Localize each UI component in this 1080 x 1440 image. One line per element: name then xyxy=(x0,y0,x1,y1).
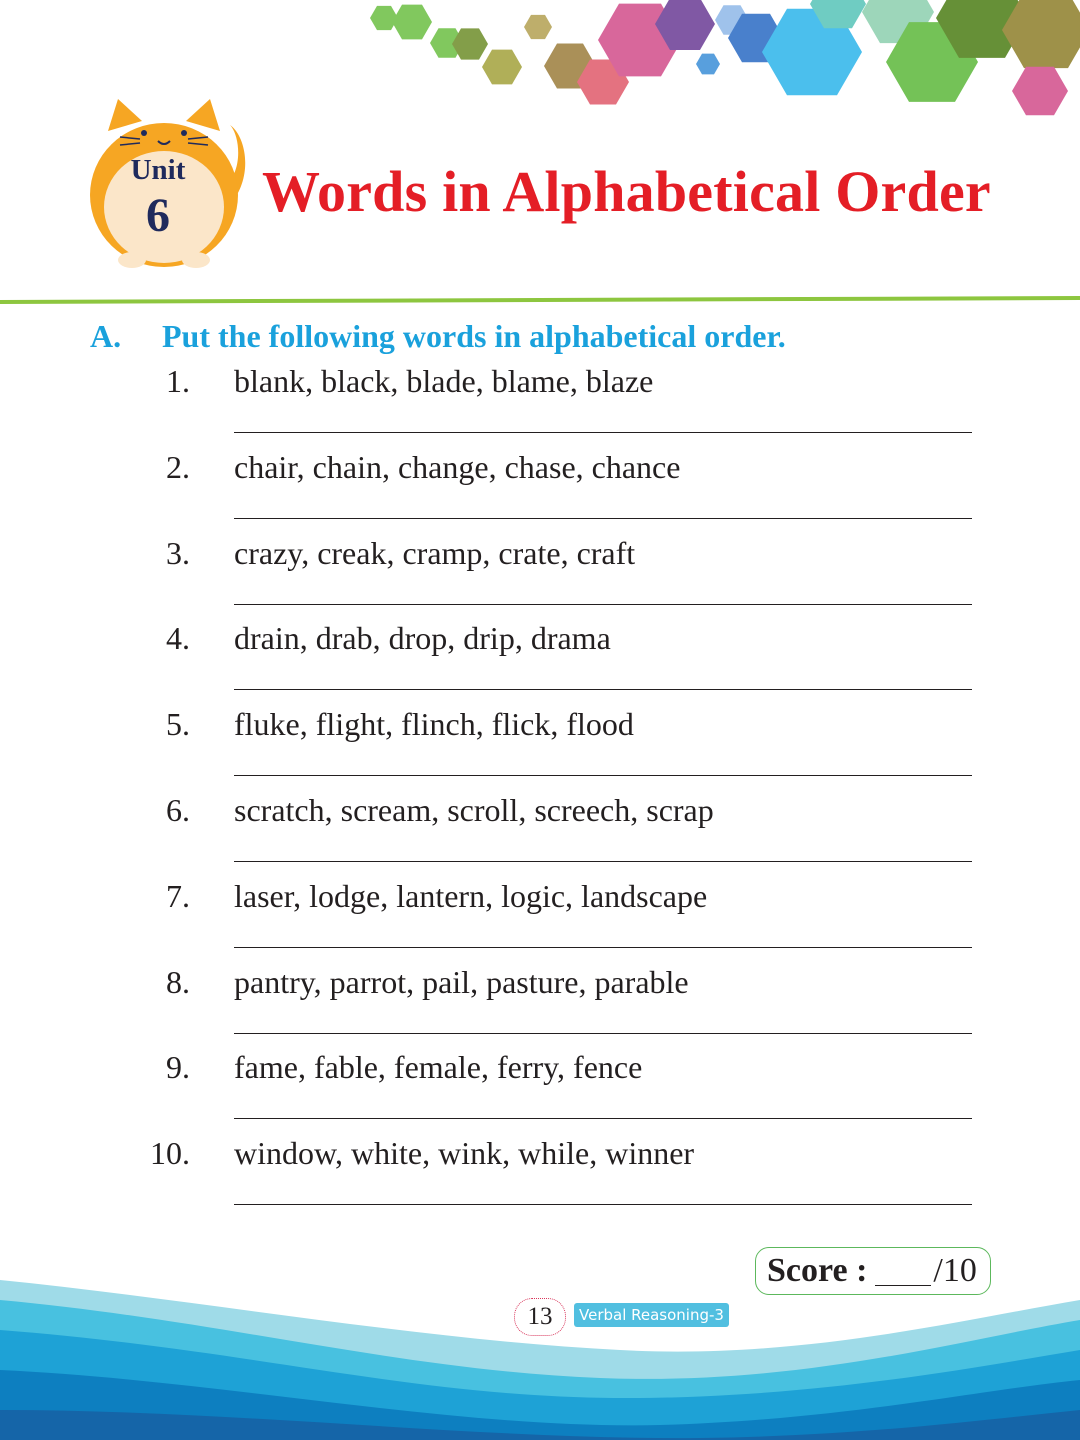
score-total: /10 xyxy=(933,1252,977,1289)
section-letter: A. xyxy=(90,318,122,354)
item-words: pantry, parrot, pail, pasture, parable xyxy=(234,963,689,1000)
exercise-item xyxy=(0,1049,1080,1135)
item-number: 7. xyxy=(166,877,190,914)
item-number: 10. xyxy=(150,1135,190,1172)
item-words: fame, fable, female, ferry, fence xyxy=(234,1049,643,1086)
wave-decoration xyxy=(0,1260,1080,1440)
unit-number: 6 xyxy=(146,189,170,242)
title-divider xyxy=(0,296,1080,306)
exercise-item xyxy=(0,620,1080,706)
answer-line[interactable] xyxy=(234,947,972,948)
item-words: drain, drab, drop, drip, drama xyxy=(234,620,611,657)
item-number: 6. xyxy=(166,792,190,828)
item-number: 3. xyxy=(166,534,190,571)
answer-line[interactable] xyxy=(234,861,972,862)
item-number: 9. xyxy=(166,1049,190,1086)
answer-line[interactable] xyxy=(234,775,972,776)
answer-line[interactable] xyxy=(234,1204,972,1205)
unit-label: Unit xyxy=(130,154,186,186)
page-number: 13 xyxy=(514,1298,566,1336)
section-heading xyxy=(90,318,786,355)
score-label: Score : xyxy=(767,1252,868,1289)
answer-line[interactable] xyxy=(234,1033,972,1034)
exercise-item xyxy=(0,878,1080,964)
item-number: 8. xyxy=(166,963,190,1000)
item-words: laser, lodge, lantern, logic, landscape xyxy=(234,877,708,914)
answer-line[interactable] xyxy=(234,518,972,519)
answer-line[interactable] xyxy=(234,432,972,433)
item-words: scratch, scream, scroll, screech, scrap xyxy=(234,792,714,828)
book-title-tag: Verbal Reasoning-3 xyxy=(574,1303,729,1327)
answer-line[interactable] xyxy=(234,604,972,605)
answer-line[interactable] xyxy=(234,1118,972,1119)
item-number: 2. xyxy=(166,448,190,485)
item-number: 5. xyxy=(166,706,190,743)
item-words: blank, black, blade, blame, blaze xyxy=(234,363,654,399)
item-words: window, white, wink, while, winner xyxy=(234,1135,695,1172)
exercise-item xyxy=(0,535,1080,621)
exercise-item xyxy=(0,706,1080,792)
item-words: fluke, flight, flinch, flick, flood xyxy=(234,706,634,743)
page-title: Words in Alphabetical Order xyxy=(262,159,991,224)
section-instruction: Put the following words in alphabetical order. xyxy=(162,318,786,354)
exercise-item xyxy=(0,363,1080,449)
item-number: 4. xyxy=(166,620,190,657)
item-words: crazy, creak, cramp, crate, craft xyxy=(234,534,636,571)
exercise-item xyxy=(0,964,1080,1050)
exercise-item xyxy=(0,792,1080,878)
exercise-item xyxy=(0,449,1080,535)
exercise-item xyxy=(0,1135,1080,1221)
item-number: 1. xyxy=(166,363,190,399)
item-words: chair, chain, change, chase, chance xyxy=(234,448,681,485)
answer-line[interactable] xyxy=(234,689,972,690)
